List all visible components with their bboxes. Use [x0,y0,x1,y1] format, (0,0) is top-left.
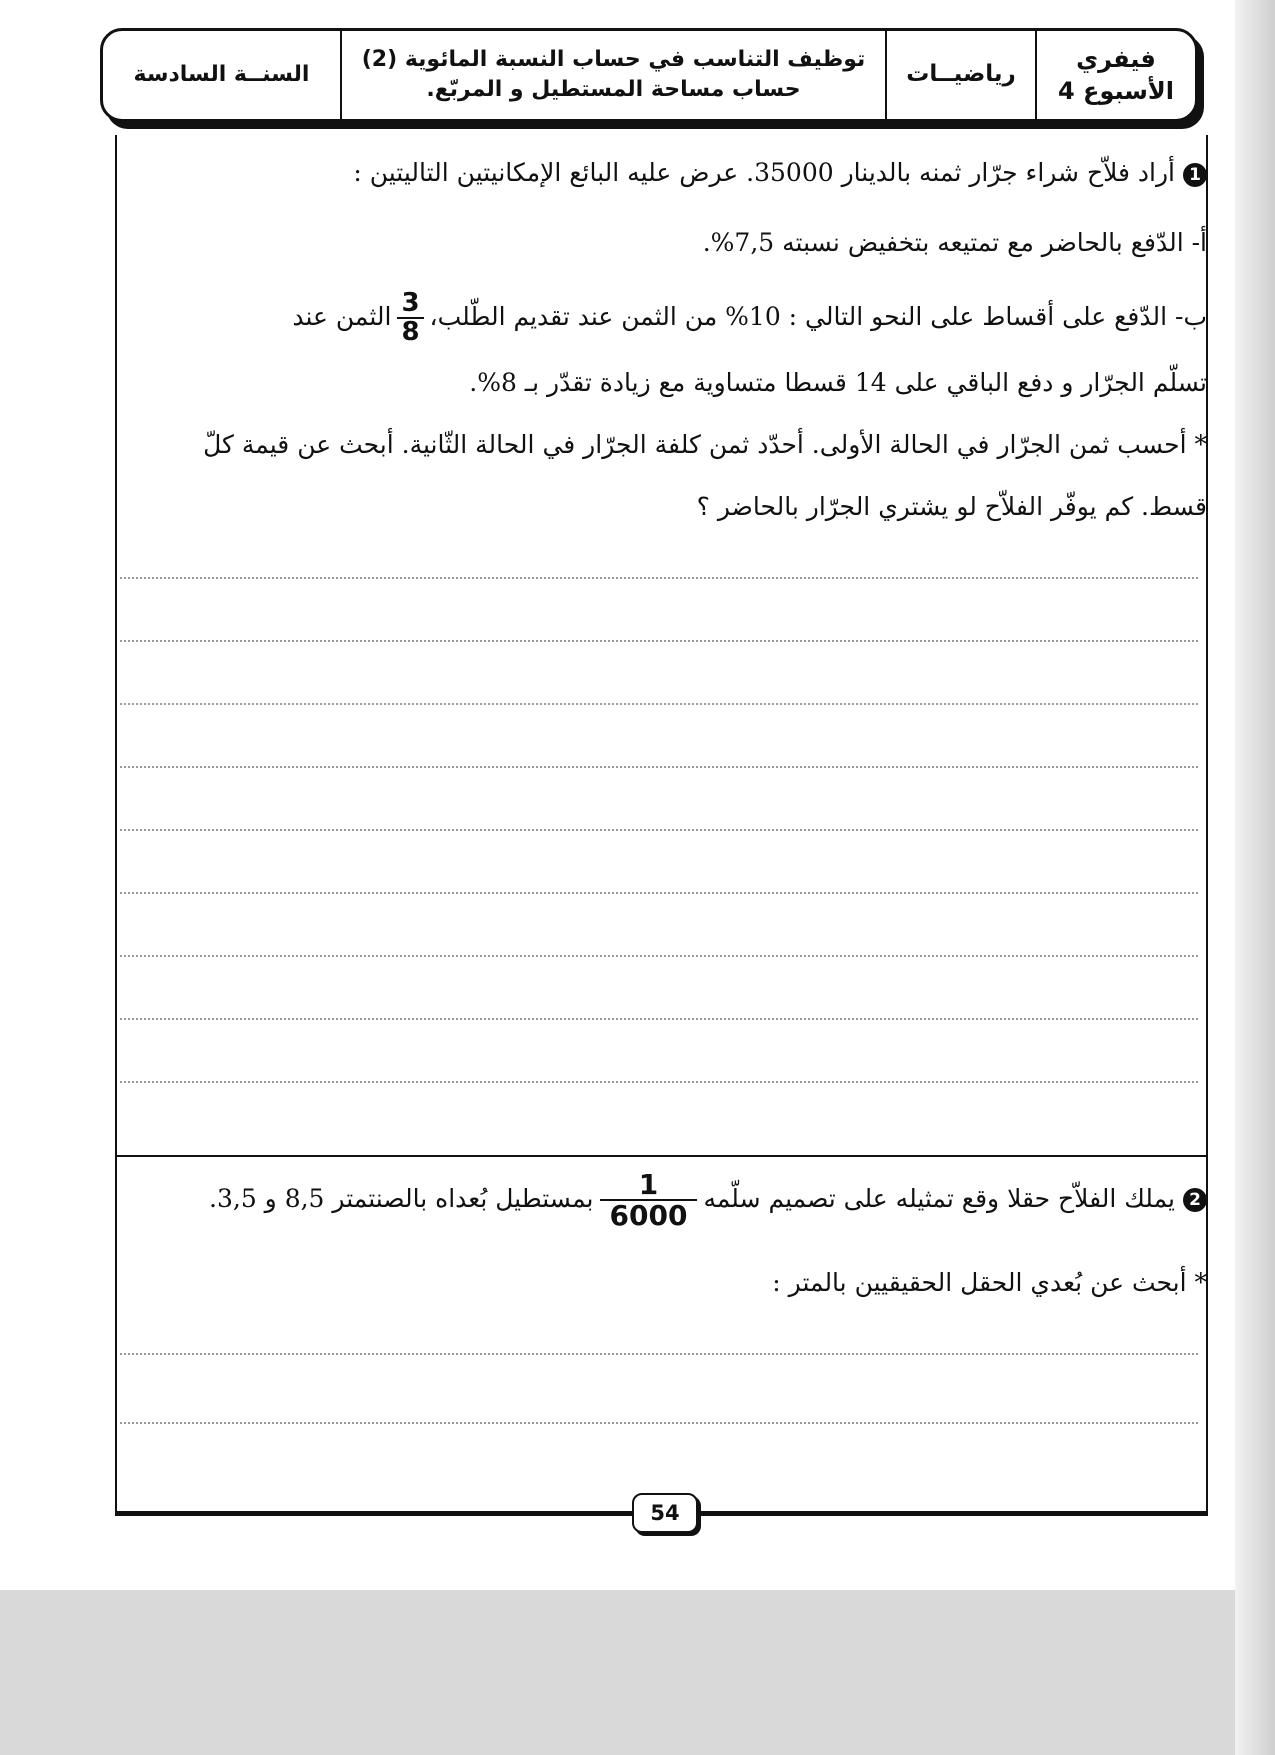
year-cell [103,31,340,119]
ex2-line-1-after: بمستطيل بُعداه بالصنتمتر 8,5 و 3,5. [209,1183,594,1213]
answer-line [120,892,1198,894]
fraction-three-eighths [397,290,423,347]
ex1-line-3 [292,290,1207,347]
answer-line [120,955,1198,957]
ex2-line-2: * أبحث عن بُعدي الحقل الحقيقيين بالمتر : [772,1268,1207,1297]
year-label: السنــة السادسة [133,62,310,88]
answer-line [120,766,1198,768]
ex2-badge: 2 [1183,1188,1207,1212]
ex1-line-6: قسط. كم يوفّر الفلاّح لو يشتري الجرّار بالحاضر ؟ [696,492,1207,521]
scale-denominator: 6000 [600,1199,698,1230]
page-number: 54 [632,1493,698,1533]
answer-line [120,640,1198,642]
answer-line [120,577,1198,579]
ex1-line-5: * أحسب ثمن الجرّار في الحالة الأولى. أحدّد ثمن كلفة الجرّار في الحالة الثّانية. أبحث عن قيمة كلّ [203,430,1207,459]
ex2-line-1-before: يملك الفلاّح حقلا وقع تمثيله على تصميم سلّمه [703,1183,1175,1213]
ex1-line-3-before: ب- الدّفع على أقساط على النحو التالي : 10% من الثمن عند تقديم الطّلب، [429,301,1207,331]
answer-line [120,829,1198,831]
scan-edge-shadow [1235,0,1275,1755]
topic-line-2: حساب مساحة المستطيل و المربّع. [426,77,801,102]
subject-label: رياضيــات [906,61,1016,88]
fraction-scale [600,1170,698,1231]
ex1-line-1-text: أراد فلاّح شراء جرّار ثمنه بالدينار 35000. عرض عليه البائع الإمكانيتين التاليتين : [353,158,1175,187]
scale-numerator: 1 [638,1168,659,1201]
answer-line [120,1422,1198,1424]
answer-line [120,1353,1198,1355]
week-cell [1035,31,1195,119]
topic-cell [340,31,885,119]
week-label: الأسبوع 4 [1058,77,1174,105]
ex1-line-1 [353,158,1207,188]
ex1-line-2: أ- الدّفع بالحاضر مع تمتيعه بتخفيض نسبته 7,5%. [702,228,1207,257]
fraction-denominator: 8 [397,317,423,346]
answer-line [120,1081,1198,1083]
topic-line-1: توظيف التناسب في حساب النسبة المائوية (2) [361,47,866,73]
exercise-divider [115,1155,1208,1157]
header-banner [100,28,1198,122]
ex1-line-3-after: الثمن عند [292,301,392,331]
ex1-badge: 1 [1183,163,1207,187]
ex2-line-1 [209,1170,1207,1231]
month-label: فيفري [1076,44,1156,73]
answer-line [120,703,1198,705]
answer-line [120,1018,1198,1020]
ex1-line-4: تسلّم الجرّار و دفع الباقي على 14 قسطا متساوية مع زيادة تقدّر بـ 8%. [469,368,1207,397]
fraction-numerator: 3 [401,288,420,318]
subject-cell [885,31,1035,119]
